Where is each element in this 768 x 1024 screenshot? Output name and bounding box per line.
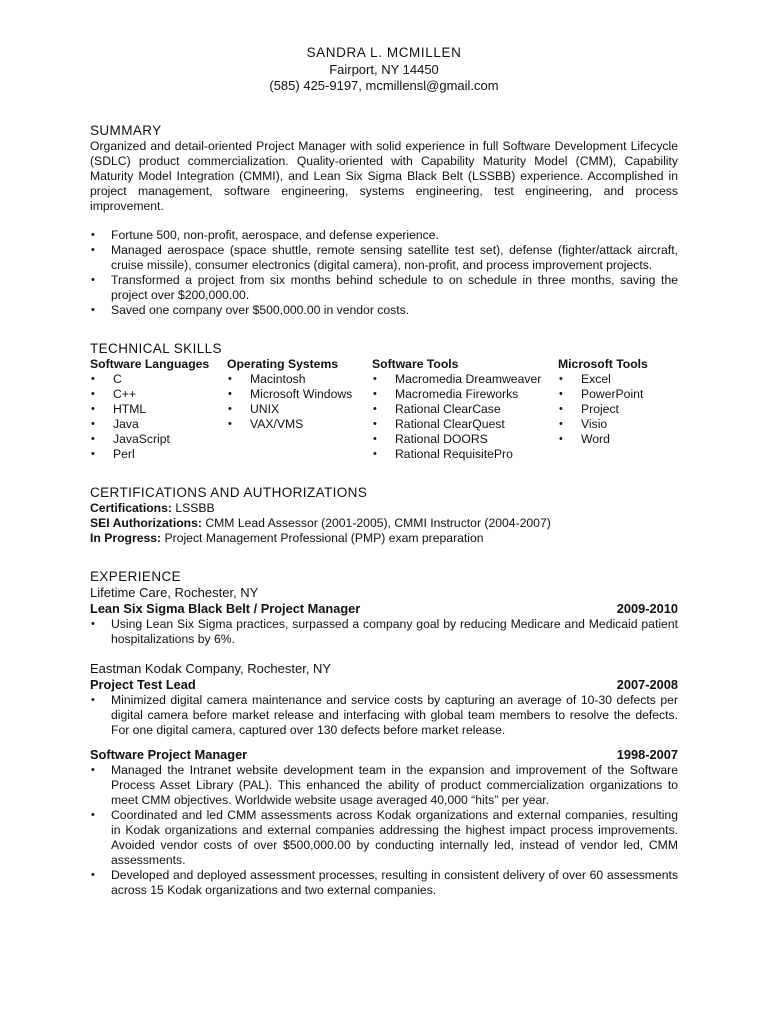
list-item: • Macromedia Dreamweaver — [372, 372, 558, 387]
skill-column-languages — [90, 357, 227, 462]
cert-line — [90, 516, 678, 531]
list-item: • Word — [558, 432, 678, 447]
cert-value: CMM Lead Assessor (2001-2005), CMMI Instructor (2004-2007) — [201, 516, 551, 530]
list-item: • C++ — [90, 387, 227, 402]
location: Fairport, NY 14450 — [329, 62, 439, 77]
cert-value: LSSBB — [171, 501, 215, 515]
role-title: Lean Six Sigma Black Belt / Project Manager — [90, 601, 361, 616]
list-item: • Rational ClearQuest — [372, 417, 558, 432]
summary-title: SUMMARY — [90, 123, 162, 138]
role-bullets — [90, 763, 678, 898]
summary-section — [90, 122, 678, 318]
skill-column-microsoft-tools — [558, 357, 678, 462]
skill-column-title: Software Languages — [90, 357, 210, 371]
skill-column-os — [227, 357, 372, 462]
cert-label: Certifications: — [90, 501, 172, 515]
list-item: • Fortune 500, non-profit, aerospace, and defense experience. — [90, 228, 678, 243]
cert-label: SEI Authorizations: — [90, 516, 202, 530]
role-dates: 2009-2010 — [616, 601, 678, 616]
list-item: • Rational RequisitePro — [372, 447, 558, 462]
list-item: • HTML — [90, 402, 227, 417]
list-item: • Java — [90, 417, 227, 432]
role-heading — [90, 747, 678, 763]
skills-section — [90, 340, 678, 462]
skill-column-title: Operating Systems — [227, 357, 339, 371]
candidate-name: SANDRA L. MCMILLEN — [306, 45, 462, 60]
list-item: • Transformed a project from six months behind schedule to on schedule in three months, saving the project over $200,000.00. — [90, 273, 678, 303]
skills-columns — [90, 357, 678, 462]
list-item: • C — [90, 372, 227, 387]
cert-label: In Progress: — [90, 531, 162, 545]
list-item: • VAX/VMS — [227, 417, 372, 432]
list-item: • PowerPoint — [558, 387, 678, 402]
list-item: • Saved one company over $500,000.00 in vendor costs. — [90, 303, 678, 318]
list-item: • Macintosh — [227, 372, 372, 387]
role-title: Project Test Lead — [90, 677, 196, 692]
list-item: • Excel — [558, 372, 678, 387]
role-heading — [90, 601, 678, 617]
cert-value: Project Management Professional (PMP) exam preparation — [161, 531, 484, 545]
list-item: • UNIX — [227, 402, 372, 417]
certifications-title: CERTIFICATIONS AND AUTHORIZATIONS — [90, 485, 368, 500]
list-item: • Perl — [90, 447, 227, 462]
contact-info: (585) 425-9197, mcmillensl@gmail.com — [269, 78, 499, 93]
skill-column-software-tools — [372, 357, 558, 462]
list-item: • Rational DOORS — [372, 432, 558, 447]
certifications-section — [90, 484, 678, 546]
list-item: • Managed the Intranet website development team in the expansion and improvement of the Software Process Asset Library (PAL). This enhanced the ability of product commercialization organizations to meet CMM objectives. Worldwide website usage averaged 40,000 “hits” per year. — [90, 763, 678, 808]
list-item: • Microsoft Windows — [227, 387, 372, 402]
role-bullets — [90, 617, 678, 647]
experience-section — [90, 568, 678, 898]
role-bullets — [90, 693, 678, 738]
summary-bullets — [90, 228, 678, 318]
list-item: • Rational ClearCase — [372, 402, 558, 417]
cert-line — [90, 501, 678, 516]
summary-paragraph: Organized and detail-oriented Project Manager with solid experience in full Software Development Lifecycle (SDLC) product commercialization. Quality-oriented with Capability Maturity Model (CMM), Capability Maturity Model Integration (CMMI), and Lean Six Sigma Black Belt (LSSBB) experience. Accomplished in project management, software engineering, systems engineering, test engineering, and process improvement. — [90, 139, 678, 213]
list-item: • Coordinated and led CMM assessments across Kodak organizations and external companies, resulting in Kodak organizations and external companies addressing the highest impact process improvements. Avoided vendor costs of over $500,000.00 by conducting internally led, instead of vendor led, CMM assessments. — [90, 808, 678, 868]
resume-header — [90, 44, 678, 94]
list-item: • JavaScript — [90, 432, 227, 447]
role-dates: 2007-2008 — [616, 677, 678, 692]
list-item: • Project — [558, 402, 678, 417]
company-name: Lifetime Care, Rochester, NY — [90, 585, 259, 600]
list-item: • Minimized digital camera maintenance and service costs by capturing an average of 10-30 defects per digital camera before market release and interfacing with global team members to resolve the defects. For one digital camera, captured over 130 defects before market release. — [90, 693, 678, 738]
list-item: • Macromedia Fireworks — [372, 387, 558, 402]
experience-title: EXPERIENCE — [90, 569, 182, 584]
list-item: • Developed and deployed assessment processes, resulting in consistent delivery of over 60 assessments across 15 Kodak organizations and two external companies. — [90, 868, 678, 898]
skill-column-title: Microsoft Tools — [558, 357, 648, 371]
skills-title: TECHNICAL SKILLS — [90, 341, 222, 356]
list-item: • Managed aerospace (space shuttle, remote sensing satellite test set), defense (fighter/attack aircraft, cruise missile), consumer electronics (digital camera), non-profit, and process improvement projects. — [90, 243, 678, 273]
company-name: Eastman Kodak Company, Rochester, NY — [90, 661, 332, 676]
cert-line — [90, 531, 678, 546]
list-item: • Visio — [558, 417, 678, 432]
role-heading — [90, 677, 678, 693]
list-item: • Using Lean Six Sigma practices, surpassed a company goal by reducing Medicare and Medicaid patient hospitalizations by 6%. — [90, 617, 678, 647]
role-title: Software Project Manager — [90, 747, 248, 762]
role-dates: 1998-2007 — [616, 747, 678, 762]
skill-column-title: Software Tools — [372, 357, 459, 371]
